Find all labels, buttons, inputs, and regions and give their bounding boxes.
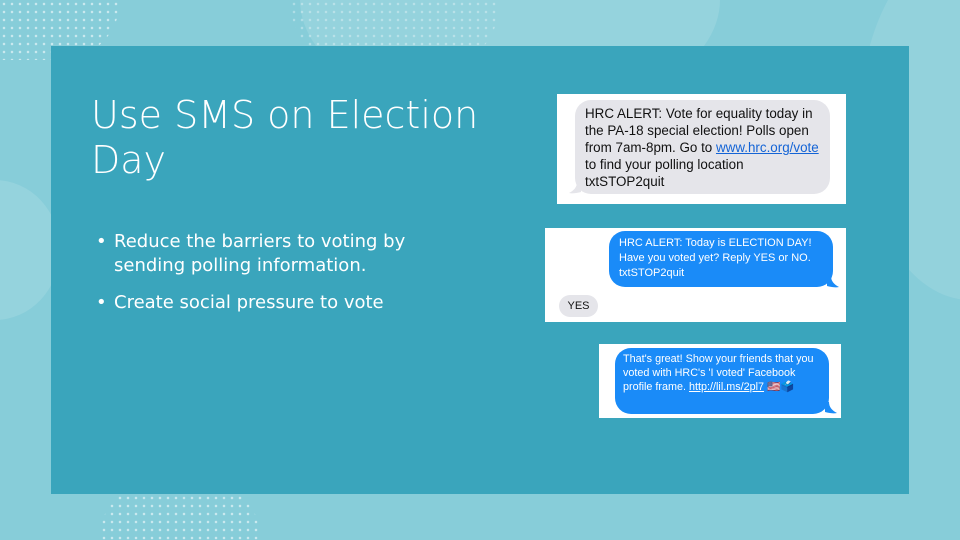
outgoing-message-bubble [615, 348, 829, 414]
emoji-flag-ballot: 🇺🇸🗳️ [764, 381, 794, 393]
slide-title: Use SMS on Election Day [91, 93, 479, 182]
bullet-list [96, 230, 456, 328]
message-text: to find your polling location txtSTOP2quit [585, 157, 744, 189]
message-text: HRC ALERT: Today is ELECTION DAY! Have you voted yet? Reply YES or NO. txtSTOP2quit [619, 237, 812, 279]
profile-frame-link[interactable]: http://lil.ms/2pl7 [689, 381, 765, 393]
polling-location-link[interactable]: www.hrc.org/vote [715, 140, 819, 155]
reply-message-bubble [559, 295, 598, 317]
outgoing-message-bubble [609, 231, 833, 287]
bullet-item: • Create social pressure to vote [96, 291, 456, 315]
message-text: HRC ALERT: Vote for equality today in the PA-18 special election! Polls open from 7am-8pm. Go to [585, 106, 813, 155]
bullet-item: • Reduce the barriers to voting by sending polling information. [96, 230, 456, 278]
sms-screenshot-2 [545, 228, 846, 322]
incoming-message-bubble [575, 100, 830, 194]
sms-screenshot-1 [557, 94, 846, 204]
reply-text: YES [567, 300, 590, 312]
sms-screenshot-3 [599, 344, 841, 418]
bubble-tail [825, 402, 837, 414]
bubble-tail [827, 276, 839, 288]
message-text: That's great! Show your friends that you voted with HRC's 'I voted' Facebook profile frame. [623, 353, 814, 393]
bubble-tail [569, 182, 581, 194]
